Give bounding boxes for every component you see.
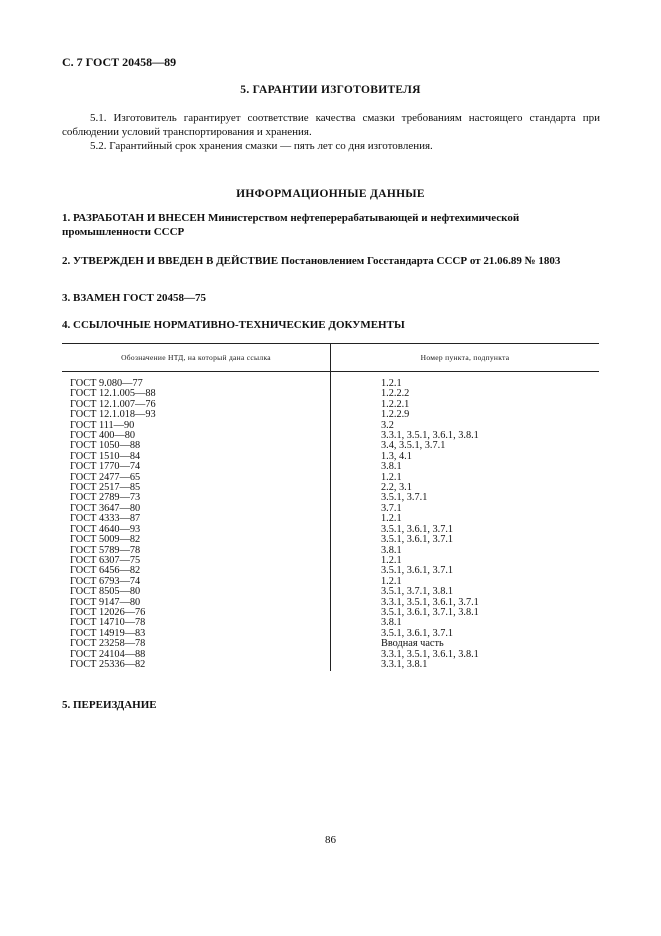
- clause-cell: 2.2, 3.1: [381, 482, 412, 494]
- clause-cell: 3.8.1: [381, 461, 402, 473]
- table-row: [62, 421, 599, 431]
- document-cell: ГОСТ 5009—82: [62, 535, 331, 545]
- page-number: 86: [325, 834, 336, 846]
- clause-cell: 1.2.1: [381, 513, 402, 525]
- document-cell: ГОСТ 14710—78: [62, 618, 331, 628]
- document-cell: ГОСТ 111—90: [62, 421, 331, 431]
- clause-cell: 3.5.1, 3.6.1, 3.7.1: [381, 627, 454, 639]
- table-row: [62, 410, 599, 420]
- document-cell: ГОСТ 3647—80: [62, 504, 331, 514]
- references-table: [62, 343, 599, 671]
- clause-cell: 3.5.1, 3.7.1: [381, 492, 428, 504]
- document-cell: ГОСТ 400—80: [62, 431, 331, 441]
- document-cell: ГОСТ 4640—93: [62, 525, 331, 535]
- clause-cell: 3.2: [381, 419, 394, 431]
- clause-cell: 1.2.2.1: [381, 398, 410, 410]
- section-5-title: 5. ГАРАНТИИ ИЗГОТОВИТЕЛЯ: [240, 84, 421, 96]
- clause-cell: 3.8.1: [381, 544, 402, 556]
- document-cell: ГОСТ 12.1.005—88: [62, 389, 331, 399]
- table-row: [62, 473, 599, 483]
- clause-cell: 3.4, 3.5.1, 3.7.1: [381, 440, 446, 452]
- info-item-1-head: 1. РАЗРАБОТАН И ВНЕСЕН: [62, 212, 206, 224]
- document-cell: ГОСТ 14919—83: [62, 629, 331, 639]
- info-item-5: 5. ПЕРЕИЗДАНИЕ: [62, 699, 157, 711]
- document-cell: ГОСТ 2789—73: [62, 493, 331, 503]
- clause-cell: 3.3.1, 3.8.1: [381, 658, 428, 670]
- table-row: [62, 556, 599, 566]
- table-row: [62, 566, 599, 576]
- info-item-2: 2. УТВЕРЖДЕН И ВВЕДЕН В ДЕЙСТВИЕ Постановлением Госстандарта СССР от 21.06.89 № 1803: [62, 255, 561, 267]
- clause-cell: 3.3.1, 3.5.1, 3.6.1, 3.8.1: [381, 430, 479, 442]
- clause-cell: 3.7.1: [381, 502, 402, 514]
- table-header-row: [62, 344, 599, 372]
- table-row: [62, 525, 599, 535]
- info-item-1-body: Министерством нефтеперерабатывающей и нефтехимической промышленности СССР: [62, 212, 520, 238]
- clause-cell: 3.5.1, 3.7.1, 3.8.1: [381, 586, 454, 598]
- clause-cell: Вводная часть: [381, 638, 444, 650]
- document-cell: ГОСТ 2517—85: [62, 483, 331, 493]
- paragraph-5-2-text: 5.2. Гарантийный срок хранения смазки — пять лет со дня изготовления.: [90, 140, 433, 152]
- document-cell: ГОСТ 8505—80: [62, 587, 331, 597]
- info-title: ИНФОРМАЦИОННЫЕ ДАННЫЕ: [236, 188, 425, 200]
- table-row: [62, 452, 599, 462]
- table-row: [62, 587, 599, 597]
- clause-cell: 1.2.1: [381, 378, 402, 389]
- table-row: [62, 493, 599, 503]
- document-cell: ГОСТ 9.080—77: [62, 372, 331, 390]
- table-row: [62, 483, 599, 493]
- column-header-clause: Номер пункта, подпункта: [331, 344, 600, 372]
- info-item-4: 4. ССЫЛОЧНЫЕ НОРМАТИВНО-ТЕХНИЧЕСКИЕ ДОКУМЕНТЫ: [62, 319, 405, 331]
- table-row: [62, 535, 599, 545]
- clause-cell: 1.2.2.2: [381, 388, 410, 400]
- paragraph-5-1: [62, 111, 600, 139]
- table-row: [62, 546, 599, 556]
- clause-cell: 1.2.1: [381, 554, 402, 566]
- clause-cell: 3.8.1: [381, 617, 402, 629]
- table-row: [62, 639, 599, 649]
- clause-cell: 3.5.1, 3.6.1, 3.7.1: [381, 523, 454, 535]
- document-cell: ГОСТ 6456—82: [62, 566, 331, 576]
- column-header-document: Обозначение НТД, на который дана ссылка: [62, 344, 331, 372]
- document-cell: ГОСТ 12.1.007—76: [62, 400, 331, 410]
- document-cell: ГОСТ 23258—78: [62, 639, 331, 649]
- document-cell: ГОСТ 6793—74: [62, 577, 331, 587]
- clause-cell: 1.2.2.9: [381, 409, 410, 421]
- info-item-3: 3. ВЗАМЕН ГОСТ 20458—75: [62, 292, 207, 304]
- table-row: [62, 431, 599, 441]
- document-cell: ГОСТ 9147—80: [62, 598, 331, 608]
- document-cell: ГОСТ 1770—74: [62, 462, 331, 472]
- paragraph-5-1-text: 5.1. Изготовитель гарантирует соответствие качества смазки требованиям настоящего стандарта при соблюдении условий транспортирования и хранения.: [62, 112, 600, 138]
- table-row: [62, 441, 599, 451]
- clause-cell: 1.2.1: [381, 575, 402, 587]
- table-row: [62, 462, 599, 472]
- page-header: С. 7 ГОСТ 20458—89: [62, 55, 177, 69]
- document-cell: ГОСТ 2477—65: [62, 473, 331, 483]
- document-cell: ГОСТ 12026—76: [62, 608, 331, 618]
- clause-cell: 1.3, 4.1: [381, 450, 412, 462]
- clause-cell: 3.3.1, 3.5.1, 3.6.1, 3.8.1: [381, 648, 479, 660]
- table-row: [62, 372, 599, 390]
- clause-cell: 3.5.1, 3.6.1, 3.7.1: [381, 534, 454, 546]
- document-cell: ГОСТ 12.1.018—93: [62, 410, 331, 420]
- clause-cell: 3.3.1, 3.5.1, 3.6.1, 3.7.1: [381, 596, 479, 608]
- document-cell: ГОСТ 1050—88: [62, 441, 331, 451]
- table-row: [62, 504, 599, 514]
- table-row: [62, 514, 599, 524]
- document-cell: ГОСТ 4333—87: [62, 514, 331, 524]
- document-cell: ГОСТ 5789—78: [62, 546, 331, 556]
- document-cell: ГОСТ 25336—82: [62, 660, 331, 671]
- clause-cell: 3.5.1, 3.6.1, 3.7.1, 3.8.1: [381, 606, 479, 618]
- document-cell: ГОСТ 6307—75: [62, 556, 331, 566]
- table-row: [62, 660, 599, 671]
- paragraph-5-2: [62, 139, 600, 153]
- clause-cell: 3.5.1, 3.6.1, 3.7.1: [381, 565, 454, 577]
- clause-cell: 1.2.1: [381, 471, 402, 483]
- info-item-1: [62, 211, 600, 239]
- document-cell: ГОСТ 1510—84: [62, 452, 331, 462]
- table-row: [62, 577, 599, 587]
- document-cell: ГОСТ 24104—88: [62, 650, 331, 660]
- references-table-body: [62, 372, 599, 672]
